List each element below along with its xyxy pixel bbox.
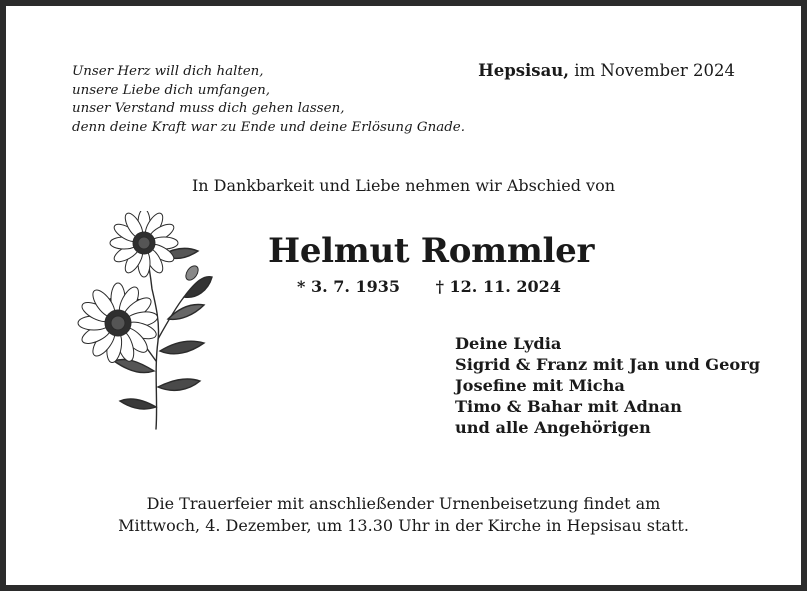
notice-line: Mittwoch, 4. Dezember, um 13.30 Uhr in der Kirche in Hepsisau statt. xyxy=(118,516,689,535)
mourner-line: Sigrid & Franz mit Jan und Georg xyxy=(455,355,761,374)
mourner-line: Josefine mit Micha xyxy=(455,376,625,395)
poem xyxy=(72,63,465,137)
mourners-list xyxy=(455,333,760,438)
funeral-notice xyxy=(6,493,801,537)
birth-date: * 3. 7. 1935 xyxy=(297,277,401,296)
mourner-line: und alle Angehörigen xyxy=(455,418,651,437)
mourner-line: Deine Lydia xyxy=(455,334,562,353)
intro-text: In Dankbarkeit und Liebe nehmen wir Abschied von xyxy=(191,176,616,195)
place-date xyxy=(478,61,735,80)
date: im November 2024 xyxy=(574,61,735,80)
place: Hepsisau, xyxy=(478,61,570,80)
deceased-name: Helmut Rommler xyxy=(268,231,595,271)
life-dates xyxy=(297,277,561,296)
poem-line: unsere Liebe dich umfangen, xyxy=(72,82,270,98)
poem-line: Unser Herz will dich halten, xyxy=(72,64,264,79)
death-date: † 12. 11. 2024 xyxy=(435,277,561,296)
poem-line: denn deine Kraft war zu Ende und deine Erlösung Gnade. xyxy=(72,119,465,135)
sunflower-drawing-icon xyxy=(72,211,222,436)
mourner-line: Timo & Bahar mit Adnan xyxy=(455,397,682,416)
notice-line: Die Trauerfeier mit anschließender Urnenbeisetzung findet am xyxy=(146,494,661,513)
poem-line: unser Verstand muss dich gehen lassen, xyxy=(72,101,345,116)
